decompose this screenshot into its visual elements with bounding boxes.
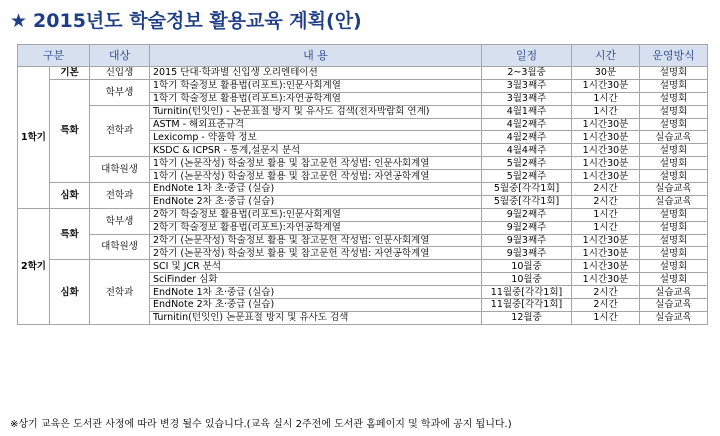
row-time: 1시간30분 [572,234,640,247]
header-schedule: 일정 [482,45,572,67]
footnote: ※상기 교육은 도서관 사정에 따라 변경 될수 있습니다.(교육 실시 2주전에 도서관 홈페이지 및 학과에 공지 됩니다.) [10,419,512,430]
row-time: 1시간30분 [572,170,640,183]
row-schedule: 9월2째주 [482,208,572,221]
row-content: SCI 및 JCR 분석 [150,260,482,273]
row-method: 설명회 [640,273,708,286]
row-method: 실습교육 [640,299,708,312]
table-row [18,157,708,170]
table-row [18,234,708,247]
row-schedule: 11월중[각각1회] [482,286,572,299]
row-schedule: 3월3째주 [482,92,572,105]
target-undergrad: 학부생 [90,208,150,234]
row-schedule: 5월2째주 [482,157,572,170]
table-row [18,208,708,221]
target-freshman: 신입생 [90,67,150,80]
table-row [18,105,708,118]
row-method: 설명회 [640,208,708,221]
row-time: 30분 [572,67,640,80]
row-time: 1시간30분 [572,79,640,92]
education-plan-table [17,44,708,325]
target-grad: 대학원생 [90,157,150,183]
table-row [18,79,708,92]
row-method: 설명회 [640,247,708,260]
row-method: 설명회 [640,144,708,157]
row-content: Turnitin(턴잇인) 논문표절 방지 및 유사도 검색 [150,311,482,324]
row-content: KSDC & ICPSR - 통계,설문지 분석 [150,144,482,157]
row-method: 설명회 [640,118,708,131]
header-time: 시간 [572,45,640,67]
row-schedule: 5월중[각각1회] [482,183,572,196]
header-content: 내 용 [150,45,482,67]
semester-2-label: 2학기 [18,208,50,324]
row-method: 실습교육 [640,286,708,299]
row-content: EndNote 1차 초·중급 (실습) [150,286,482,299]
level-advanced: 심화 [50,183,90,209]
row-content: ASTM - 해외표준규격 [150,118,482,131]
row-content: 1학기 학술정보 활용법(리포트):인문사회계열 [150,79,482,92]
row-time: 2시간 [572,195,640,208]
target-undergrad: 학부생 [90,79,150,105]
row-content: Turnitin(턴잇인) - 논문표절 방지 및 유사도 검색(전자박람회 연계) [150,105,482,118]
row-content: 1학기 (논문작성) 학술정보 활용 및 참고문헌 작성법: 인문사회계열 [150,157,482,170]
target-grad: 대학원생 [90,234,150,260]
row-schedule: 2~3월중 [482,67,572,80]
row-schedule: 4월2째주 [482,131,572,144]
level-special: 특화 [50,79,90,182]
row-content: EndNote 2차 초·중급 (실습) [150,299,482,312]
row-method: 실습교육 [640,183,708,196]
row-time: 2시간 [572,183,640,196]
table-header-row [18,45,708,67]
row-content: 1학기 (논문작성) 학술정보 활용 및 참고문헌 작성법: 자연공학계열 [150,170,482,183]
row-schedule: 10월중 [482,273,572,286]
row-method: 설명회 [640,92,708,105]
row-time: 1시간 [572,311,640,324]
row-schedule: 5월2째주 [482,170,572,183]
row-method: 설명회 [640,79,708,92]
row-time: 1시간30분 [572,118,640,131]
row-method: 설명회 [640,234,708,247]
table-row [18,67,708,80]
row-content: EndNote 1차 초·중급 (실습) [150,183,482,196]
row-schedule: 10월중 [482,260,572,273]
row-method: 실습교육 [640,131,708,144]
row-schedule: 5월중[각각1회] [482,195,572,208]
row-method: 설명회 [640,221,708,234]
header-category: 구분 [18,45,90,67]
row-content: EndNote 2차 초·중급 (실습) [150,195,482,208]
page-title [10,6,362,36]
row-time: 1시간30분 [572,260,640,273]
row-schedule: 9월3째주 [482,234,572,247]
row-method: 설명회 [640,157,708,170]
row-time: 1시간 [572,221,640,234]
row-schedule: 12월중 [482,311,572,324]
target-all-departments: 전학과 [90,260,150,324]
row-content: 2학기 (논문작성) 학술정보 활용 및 참고문헌 작성법: 자연공학계열 [150,247,482,260]
row-time: 1시간 [572,208,640,221]
row-content: 2학기 (논문작성) 학술정보 활용 및 참고문헌 작성법: 인문사회계열 [150,234,482,247]
level-basic: 기본 [50,67,90,80]
row-method: 설명회 [640,105,708,118]
row-time: 1시간30분 [572,157,640,170]
row-method: 실습교육 [640,311,708,324]
row-schedule: 11월중[각각1회] [482,299,572,312]
row-schedule: 3월3째주 [482,79,572,92]
row-content: 2학기 학술정보 활용법(리포트):인문사회계열 [150,208,482,221]
row-method: 설명회 [640,260,708,273]
row-content: SciFinder 심화 [150,273,482,286]
row-content: 1학기 학술정보 활용법(리포트):자연공학계열 [150,92,482,105]
row-method: 실습교육 [640,195,708,208]
row-time: 1시간 [572,92,640,105]
header-method: 운영방식 [640,45,708,67]
target-all-departments: 전학과 [90,105,150,157]
semester-1-label: 1학기 [18,67,50,209]
row-schedule: 9월3째주 [482,247,572,260]
table-row [18,183,708,196]
row-schedule: 4월2째주 [482,118,572,131]
title-text: 2015년도 학술정보 활용교육 계획(안) [33,10,362,32]
row-method: 설명회 [640,170,708,183]
level-special: 특화 [50,208,90,260]
row-schedule: 4월1째주 [482,105,572,118]
header-target: 대상 [90,45,150,67]
row-time: 1시간30분 [572,144,640,157]
row-content: Lexicomp - 약품학 정보 [150,131,482,144]
row-schedule: 9월2째주 [482,221,572,234]
row-time: 1시간30분 [572,247,640,260]
row-content: 2015 단대·학과별 신입생 오리엔테이션 [150,67,482,80]
star-icon: ★ [10,10,28,32]
target-all-departments: 전학과 [90,183,150,209]
row-content: 2학기 학술정보 활용법(리포트):자연공학계열 [150,221,482,234]
row-schedule: 4월4째주 [482,144,572,157]
row-time: 1시간 [572,105,640,118]
level-advanced: 심화 [50,260,90,324]
row-method: 설명회 [640,67,708,80]
row-time: 1시간30분 [572,273,640,286]
row-time: 2시간 [572,286,640,299]
row-time: 2시간 [572,299,640,312]
table-row [18,260,708,273]
row-time: 1시간30분 [572,131,640,144]
